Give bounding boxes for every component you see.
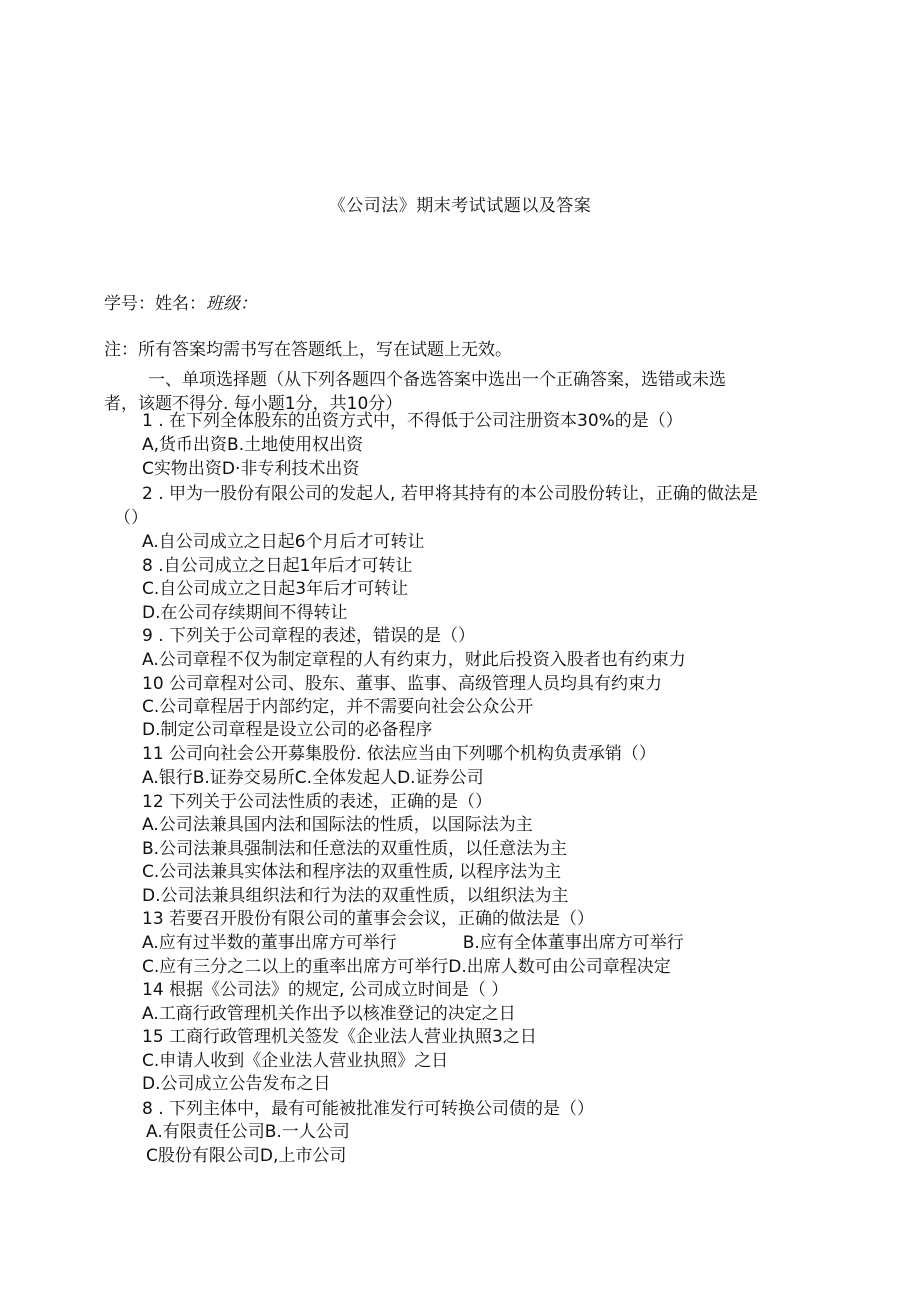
question-2: 2 . 甲为一股份有限公司的发起人, 若甲将其持有的本公司股份转让，正确的做法是 bbox=[142, 484, 758, 504]
question-3-option-c: C.公司章程居于内部约定，并不需要向社会公众公开 bbox=[142, 697, 534, 717]
student-no-label: 学号： bbox=[104, 294, 155, 314]
question-2-option-a: A.自公司成立之日起6个月后才可转让 bbox=[142, 532, 425, 552]
question-5-option-c: C.公司法兼具实体法和程序法的双重性质, 以程序法为主 bbox=[142, 862, 562, 882]
question-3-option-d: D.制定公司章程是设立公司的必备程序 bbox=[142, 720, 433, 740]
question-2-option-d: D.在公司存续期间不得转让 bbox=[142, 603, 348, 623]
section-heading-line-2: 者，该题不得分. 每小题1分，共10分） bbox=[104, 394, 403, 414]
question-1-options-ab: A,货币出资B.土地使用权出资 bbox=[142, 435, 364, 455]
question-7-option-c: C.申请人收到《企业法人营业执照》之日 bbox=[142, 1051, 449, 1071]
question-5-option-d: D.公司法兼具组织法和行为法的双重性质，以组织法为主 bbox=[142, 886, 569, 906]
question-4-options: A.银行B.证券交易所C.全体发起人D.证券公司 bbox=[142, 768, 484, 788]
document-title: 《公司法》期末考试试题以及答案 bbox=[328, 196, 592, 216]
section-heading bbox=[104, 368, 804, 416]
question-8-options-ab: A.有限责任公司B.一人公司 bbox=[146, 1122, 350, 1142]
question-6-options-cd: C.应有三分之二以上的重率出席方可举行D.出席人数可由公司章程决定 bbox=[142, 957, 671, 977]
question-2-option-b: 8 .自公司成立之日起1年后才可转让 bbox=[142, 556, 413, 576]
question-3-option-b: 10 公司章程对公司、股东、董事、监事、高级管理人员均具有约束力 bbox=[142, 674, 663, 694]
question-5-option-b: B.公司法兼具强制法和任意法的双重性质，以任意法为主 bbox=[142, 839, 568, 859]
name-label: 姓名： bbox=[155, 294, 206, 314]
question-2-continuation: （） bbox=[114, 508, 148, 528]
question-1-options-cd: C实物出资D·非专利技术出资 bbox=[142, 459, 360, 479]
question-7: 14 根据《公司法》的规定, 公司成立时间是（ ） bbox=[142, 980, 509, 1000]
question-8: 8 . 下列主体中，最有可能被批准发行可转换公司债的是（） bbox=[142, 1099, 595, 1119]
question-3-option-a: A.公司章程不仅为制定章程的人有约束力，财此后投资入股者也有约束力 bbox=[142, 650, 686, 670]
question-7-option-d: D.公司成立公告发布之日 bbox=[142, 1074, 331, 1094]
question-6-option-a: A.应有过半数的董事出席方可举行 bbox=[142, 933, 397, 953]
question-1: 1 . 在下列全体股东的出资方式中，不得低于公司注册资本30%的是（） bbox=[142, 411, 683, 431]
question-7-option-b: 15 工商行政管理机关签发《企业法人营业执照3之日 bbox=[142, 1027, 537, 1047]
question-2-option-c: C.自公司成立之日起3年后才可转让 bbox=[142, 579, 409, 599]
section-heading-line-1: 一、单项选择题（从下列各题四个备选答案中选出一个正确答案，选错或未选 bbox=[148, 370, 726, 390]
question-6: 13 若要召开股份有限公司的董事会会议，正确的做法是（） bbox=[142, 909, 595, 929]
question-5: 12 下列关于公司法性质的表述，正确的是（） bbox=[142, 792, 493, 812]
exam-note: 注：所有答案均需书写在答题纸上，写在试题上无效。 bbox=[104, 340, 512, 360]
class-label: 班级： bbox=[206, 294, 257, 314]
question-6-option-b: B.应有全体董事出席方可举行 bbox=[462, 933, 684, 953]
question-6-options-ab bbox=[142, 932, 684, 954]
question-8-options-cd: C股份有限公司D,上市公司 bbox=[146, 1146, 347, 1166]
student-info bbox=[104, 289, 257, 314]
question-7-option-a: A.工商行政管理机关作出予以核准登记的决定之日 bbox=[142, 1004, 516, 1024]
question-5-option-a: A.公司法兼具国内法和国际法的性质，以国际法为主 bbox=[142, 815, 533, 835]
question-3: 9 . 下列关于公司章程的表述，错误的是（） bbox=[142, 626, 476, 646]
question-4: 11 公司向社会公开募集股份. 依法应当由下列哪个机构负责承销（） bbox=[142, 744, 656, 764]
